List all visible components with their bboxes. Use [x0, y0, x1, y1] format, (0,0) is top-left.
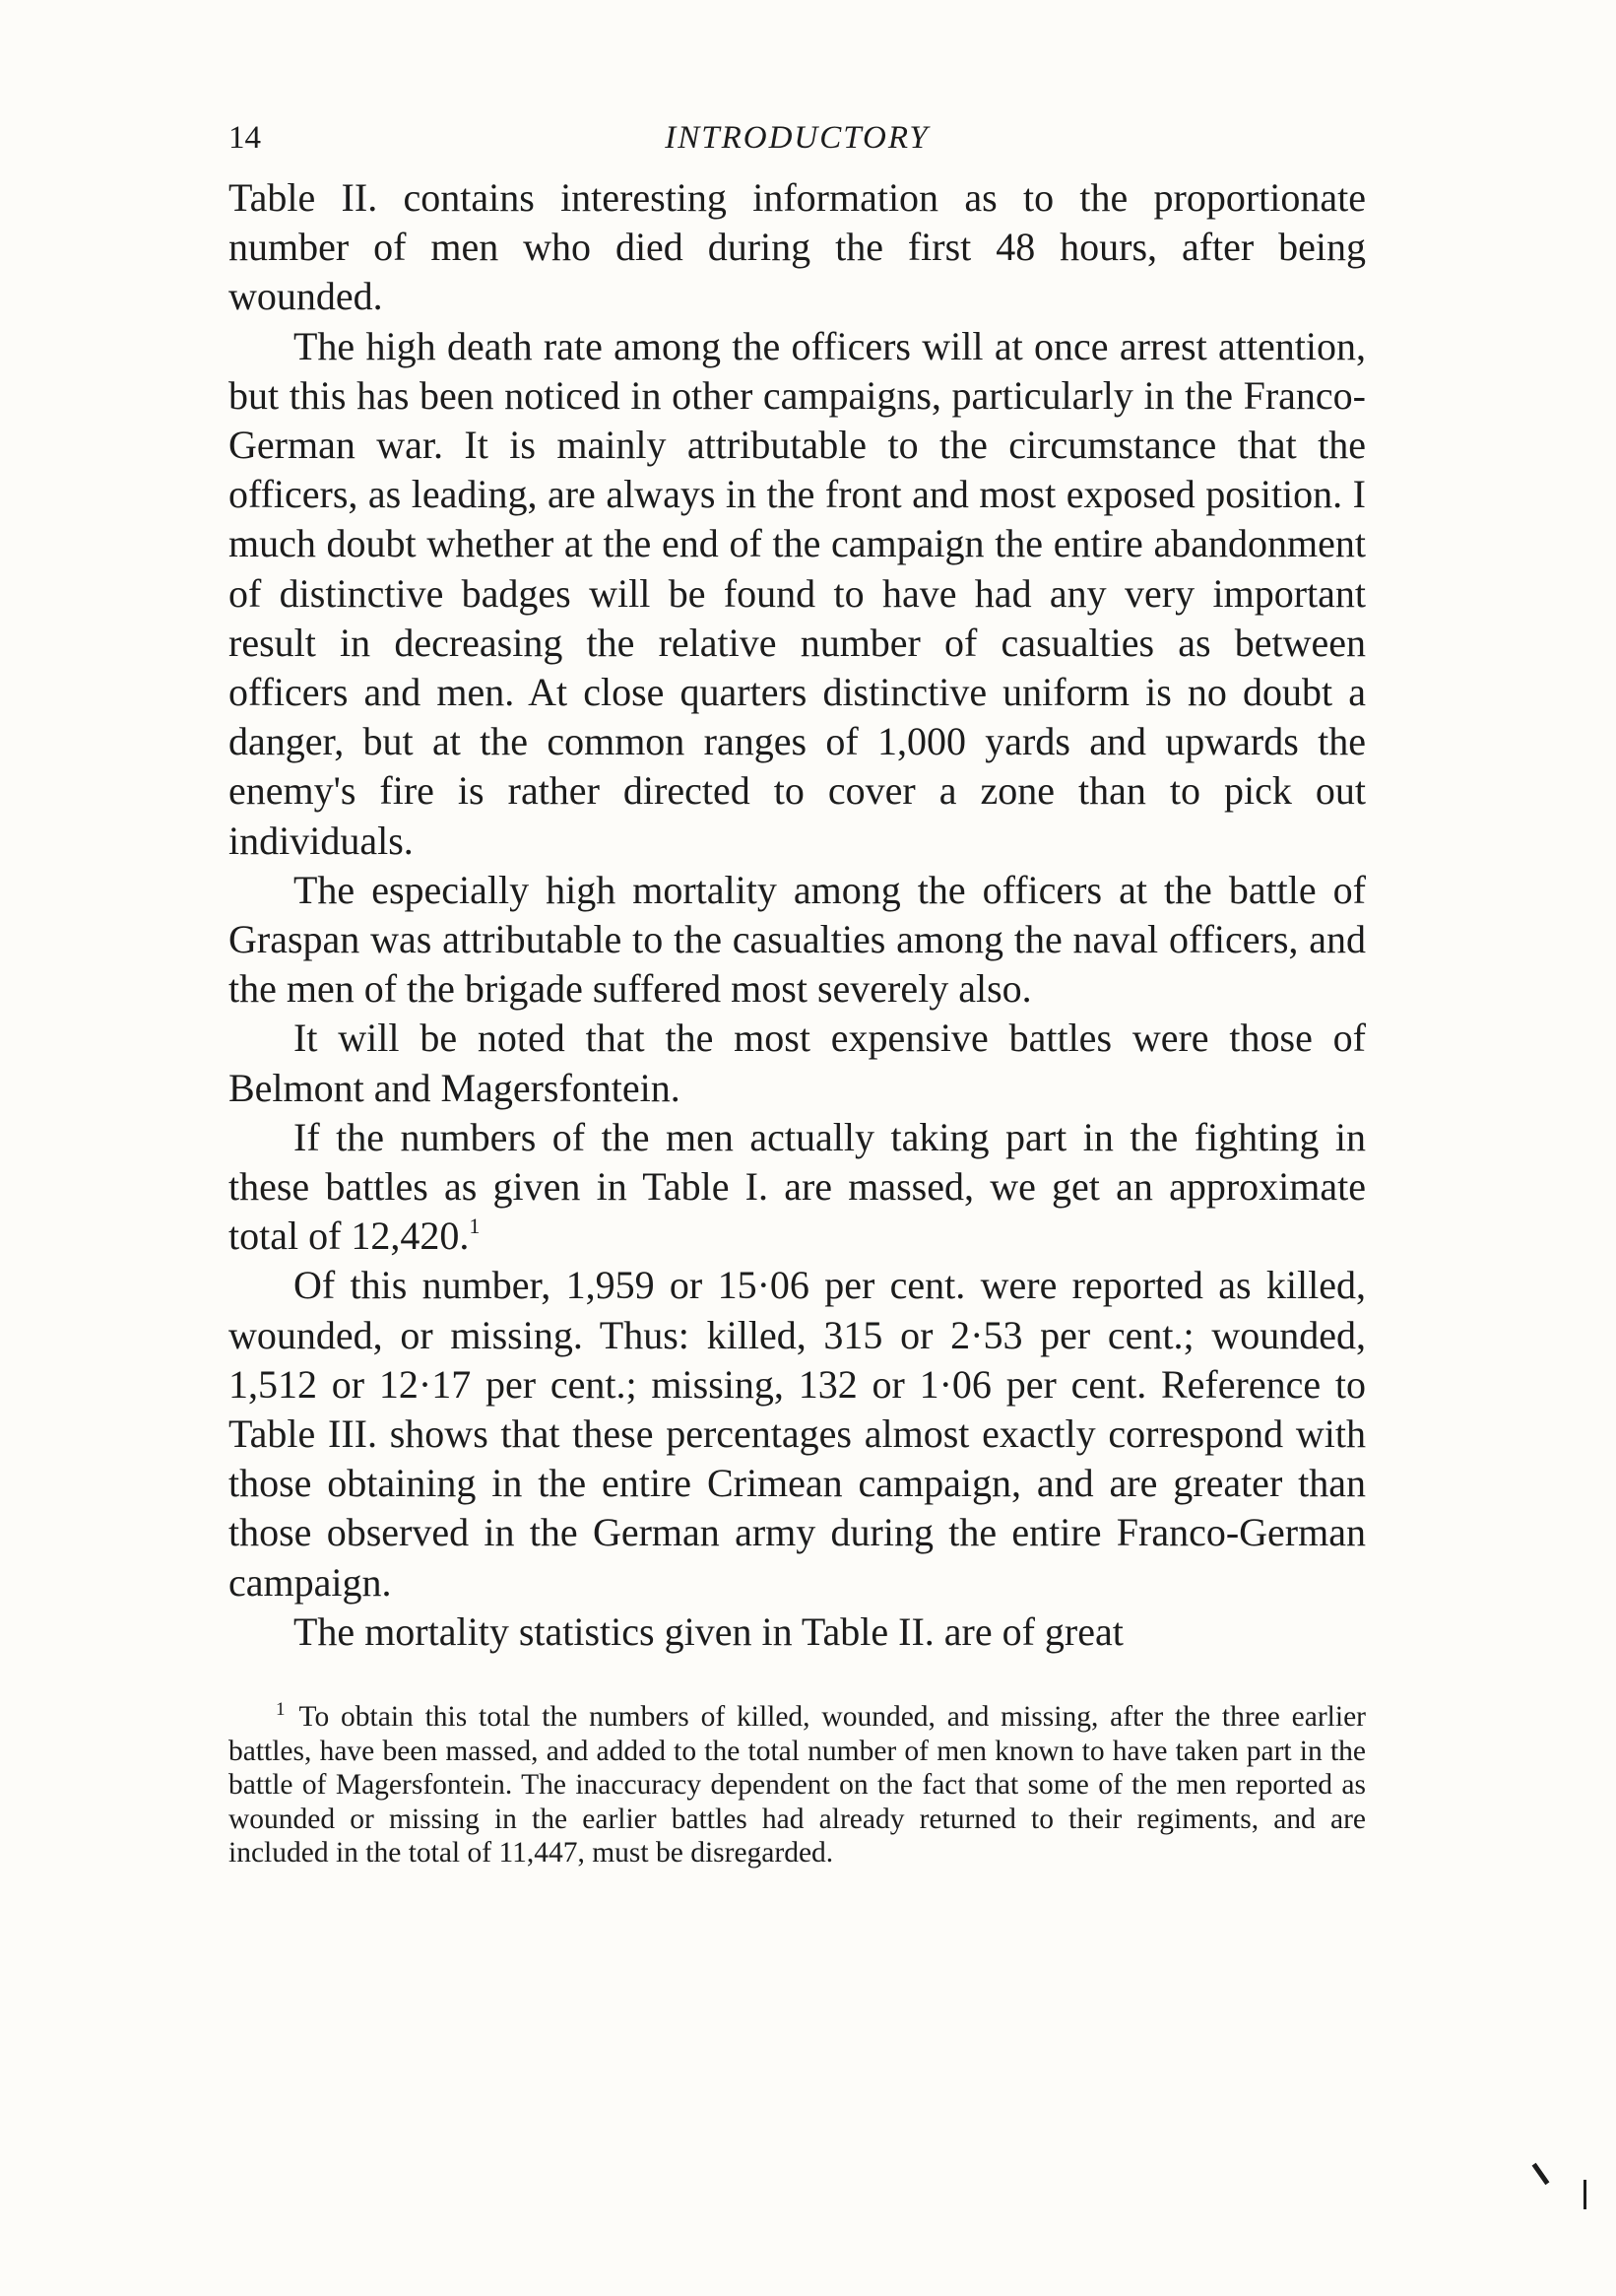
body-text: [228, 173, 1366, 1657]
paragraph-4: It will be noted that the most expensive battles were those of Belmont and Magersfontein.: [228, 1016, 1366, 1110]
paragraph-2: The high death rate among the officers will at once arrest attention, but this has been noticed in other campaigns, particularly in the Franco-German war. It is mainly attributable to the circumstance that the officers, as leading, are always in the front and most exposed position. I much doubt whether at the end of the campaign the entire abandonment of distinctive badges will be found to have had any very important result in decreasing the relative number of casualties as between officers and men. At close quarters distinctive uniform is no doubt a danger, but at the common ranges of 1,000 yards and upwards the enemy's fire is rather directed to cover a zone than to pick out individuals.: [228, 323, 1366, 863]
page-number: 14: [228, 120, 261, 156]
footnote: [228, 1700, 1366, 1870]
book-page: [228, 110, 1366, 1870]
paragraph-6: Of this number, 1,959 or 15·06 per cent. were reported as killed, wounded, or missing. Thus: killed, 315 or 2·53 per cent.; wounded, 1,512 or 12·17 per cent.; missing, 132 or 1·06 per cent. Reference to Table III. shows that these percentages almost exactly correspond with those obtaining in the entire Crimean campaign, and are greater than those observed in the German army during the entire Franco-German campaign.: [228, 1263, 1366, 1605]
paragraph-5-text: If the numbers of the men actually taking part in the fighting in these battles as given in Table I. are massed, we get an approximate total of 12,420.: [228, 1114, 1366, 1259]
footnote-paragraph: [228, 1700, 1366, 1870]
paragraph-7: The mortality statistics given in Table II. are of great: [293, 1608, 1124, 1654]
footnote-reference: 1: [469, 1214, 481, 1239]
footnote-text: To obtain this total the numbers of killed, wounded, and missing, after the three earlier battles, have been massed, and added to the total number of men known to have taken part in the battle of Magersfontein. The inaccuracy dependent on the fact that some of the men reported as wounded or missing in the earlier battles had already returned to their regiments, and are included in the total of 11,447, must be disregarded.: [228, 1701, 1366, 1870]
running-head: [228, 110, 1366, 165]
scan-speck-2: [1584, 2180, 1586, 2209]
scan-speck-1: [1532, 2163, 1550, 2186]
paragraph-3: The especially high mortality among the officers at the battle of Graspan was attributable to the casualties among the naval officers, and the men of the brigade suffered most severely also.: [228, 867, 1366, 1012]
paragraph-5: [228, 1113, 1366, 1262]
paragraph-1: Table II. contains interesting information as to the proportionate number of men who died during the first 48 hours, after being wounded.: [228, 175, 1366, 319]
footnote-marker: 1: [276, 1699, 286, 1721]
running-title: INTRODUCTORY: [665, 120, 930, 156]
